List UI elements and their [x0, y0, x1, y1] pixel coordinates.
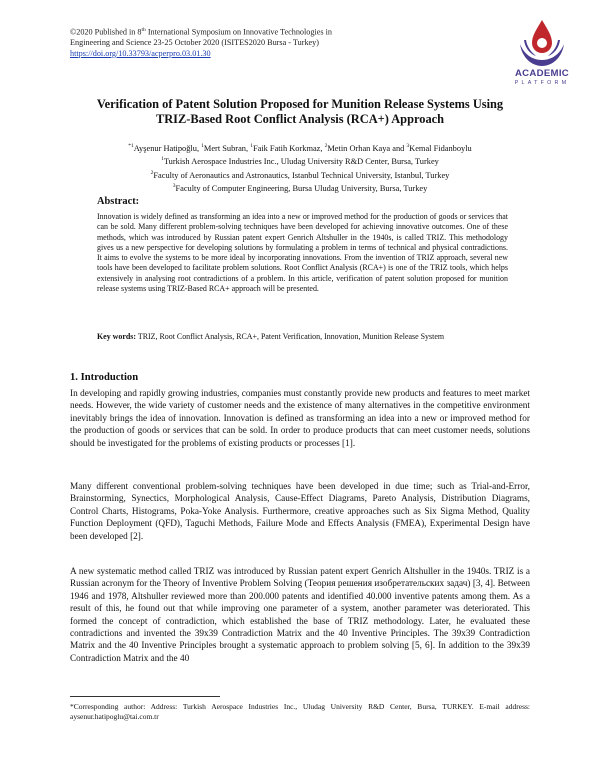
author-list: $^{*1}$Ayşenur Hatipoğlu, $^1$Mert Subran, $^1$Faik Fatih Korkmaz, $^2$Metin Orhan Kaya and $^3$Kemal Fidanboylu — [128, 143, 472, 153]
doi-link[interactable]: https://doi.org/10.33793/acperpro.03.01.30 — [70, 48, 211, 58]
publication-line-2: Engineering and Science 23-25 October 2020 (ISITES2020 Bursa - Turkey) — [70, 38, 319, 48]
footnote-divider — [70, 696, 220, 697]
title-line-1: Verification of Patent Solution Proposed for Munition Release Systems Using — [96, 97, 504, 111]
paper-title — [50, 97, 550, 127]
paragraph: Many different conventional problem-solving techniques have been developed in due time; such as Trial-and-Error, Brainstorming, Synectics, Morphological Analysis, Cause-Effect Diagrams, Pareto Analysis, Distribution Diagrams, Control Charts, Histograms, Poka-Yoke Analysis. Furthermore, creative approaches such as Six Sigma Method, Quality Function Deployment (QFD), Taguchi Methods, Failure Mode and Effects Analysis (FMEA), Experimental Design have been developed [2]. — [70, 482, 530, 542]
abstract-heading: Abstract: — [97, 196, 140, 207]
footnote-corresponding-author: *Corresponding author: Address: Turkish Aerospace Industries Inc., Uludag University R&D Center, Bursa, TURKEY. E-mail address: aysenur.hatipoglu@tai.com.tr — [70, 702, 530, 722]
affiliation-3: $^3$Faculty of Computer Engineering, Bursa Uludag University, Bursa, Turkey — [172, 183, 428, 193]
affiliation-2: $^2$Faculty of Aeronautics and Astronautics, Istanbul Technical University, Istanbul, Turkey — [150, 169, 450, 180]
keywords — [97, 332, 508, 342]
logo-subtext: PLATFORM — [514, 80, 570, 86]
academic-platform-logo — [506, 16, 578, 96]
keywords-label: Key words: — [97, 332, 137, 341]
title-line-2: TRIZ-Based Root Conflict Analysis (RCA+) Approach — [155, 112, 445, 126]
academic-platform-logo-icon — [506, 16, 578, 68]
author-block — [40, 141, 560, 195]
section-heading-introduction: 1. Introduction — [70, 372, 139, 383]
publication-info — [70, 25, 470, 59]
affiliation-1: $^1$Turkish Aerospace Industries Inc., Uludag University R&D Center, Bursa, Turkey — [161, 156, 439, 167]
paragraph: In developing and rapidly growing industries, companies must constantly provide new products and features to meet market needs. However, the wide variety of customer needs and the existence of many alternatives in the competitive environment inevitably brings the idea of innovation. Innovation is defined as transforming an idea into a new or improved method for the production of goods or services that can be sold. In order to produce products that can meet customer needs, solutions should be investigated for the problems of existing products or processes [1]. — [70, 389, 530, 449]
paragraph: A new systematic method called TRIZ was introduced by Russian patent expert Genrich Altshuller in the 1940s. TRIZ is a Russian acronym for the Theory of Inventive Problem Solving (Теория решения изобретательских задач) [3, 4]. Between 1946 and 1978, Altshuller reviewed more than 200.000 patents and identified 40.000 inventive patents among them. As a result of this, he found out that while improving one parameter of a system, another parameter was deteriorated. This formed the concept of contradiction, which established the base of TRIZ methodology. Later, he evaluated these contradictions and invented the 39x39 Contradiction Matrix and the 40 Inventive Principles. The 39x39 Contradiction Matrix and the 40 Inventive Principles brought a systematic approach to problem solving [5, 6]. In addition to the 39x39 Contradiction Matrix and the 40 — [70, 567, 530, 664]
logo-text: ACADEMIC — [514, 68, 570, 79]
abstract-text: Innovation is widely defined as transforming an idea into a new or improved method for the production of goods or services that can be sold. Many different problem-solving techniques have been developed for achieving innovative outcomes. One of these methods, which was introduced by Russian patent expert Genrich Altshuller in the 1940s, is called TRIZ. This methodology gives us a new perspective for developing solutions by formulating a problem in terms of technical and physical contradictions. It aims to evolve the systems to be more ideal by incorporating innovations. From the invention of TRIZ approach, several new tools have been developed to facilitate problem solutions. Root Conflict Analysis (RCA+) is one of the TRIZ tools, which helps extensively in analysing root contradictions of a problem. In this article, verification of patent solution proposed for munition release systems using TRIZ-Based RCA+ approach will be presented. — [97, 212, 508, 294]
publication-line-1: ©2020 Published in 8th International Symposium on Innovative Technologies in — [70, 27, 332, 37]
keywords-text: TRIZ, Root Conflict Analysis, RCA+, Patent Verification, Innovation, Munition Release System — [136, 332, 445, 341]
